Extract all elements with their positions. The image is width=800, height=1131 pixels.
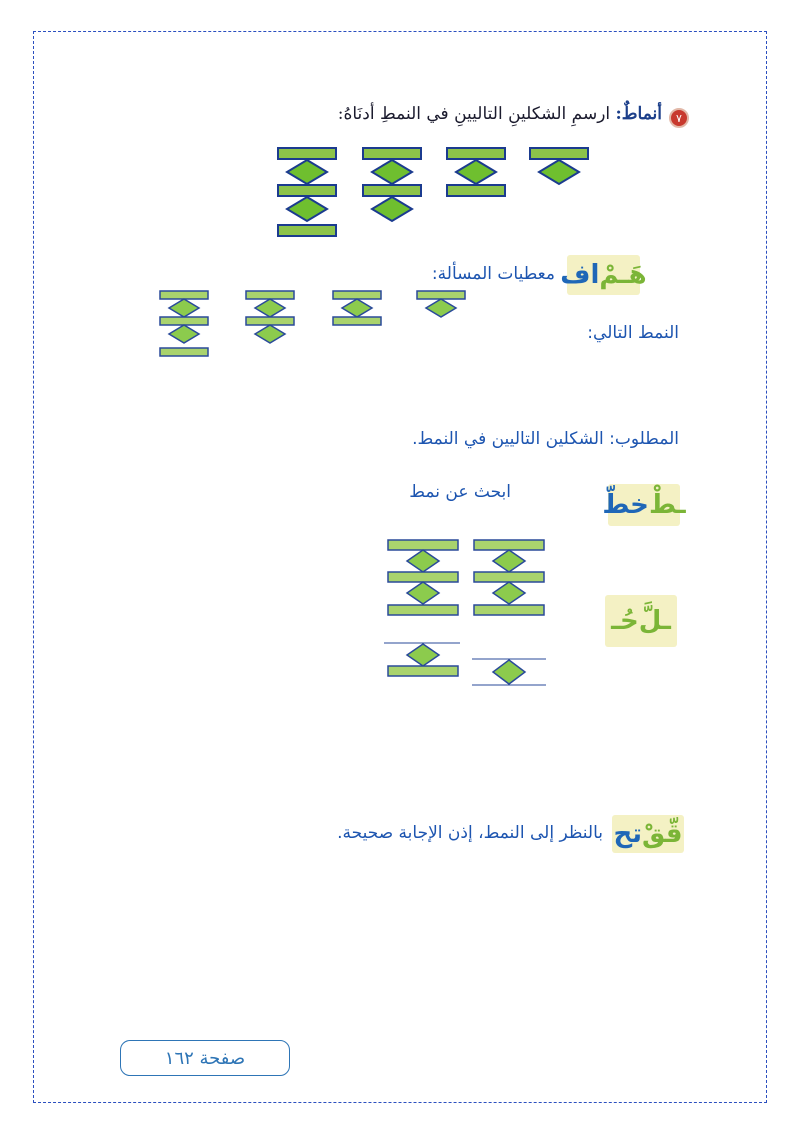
check-text: بالنظر إلى النمط، إذن الإجابة صحيحة. xyxy=(337,823,603,843)
given-shape-2 xyxy=(333,291,381,325)
given-pattern-figure xyxy=(150,286,480,366)
given-shape-3 xyxy=(246,291,294,343)
pattern-text: النمط التالي: xyxy=(587,323,679,343)
question-number-badge xyxy=(669,108,689,128)
solve-tag-part1: حُـ xyxy=(611,606,639,636)
plan-tag-part2: ـطْ xyxy=(648,490,686,520)
given-shape-1 xyxy=(417,291,465,317)
pattern-shape-1 xyxy=(530,148,588,184)
given-shape-4 xyxy=(160,291,208,356)
plan-tag-part1: خطّ xyxy=(602,490,649,520)
solve-tag-part2: ـلَّ xyxy=(638,606,671,636)
pattern-shape-2 xyxy=(447,148,505,196)
check-tag-part1: تح xyxy=(613,819,643,849)
solution-shape-6 xyxy=(384,540,460,676)
pattern-shape-3 xyxy=(363,148,421,221)
page-number-box xyxy=(120,1040,290,1076)
page-number-label: صفحة ١٦٢ xyxy=(164,1047,246,1069)
strategy-text: ابحث عن نمط xyxy=(409,482,511,502)
required-text: المطلوب: الشكلين التاليين في النمط. xyxy=(412,429,679,449)
check-tag-part2: قّقْ xyxy=(642,819,683,849)
pattern-shape-4 xyxy=(278,148,336,236)
main-pattern-figure xyxy=(270,145,600,245)
question-text: ارسمِ الشكلينِ التاليينِ في النمطِ أدنَاهُ: xyxy=(337,104,611,124)
question-label: أنماطٌ: xyxy=(615,104,662,124)
plan-tag xyxy=(602,484,686,526)
understand-tag-part1: اف xyxy=(560,260,600,290)
check-tag xyxy=(612,815,684,853)
solution-shape-5 xyxy=(472,540,546,685)
understand-tag-part2: هَـمْ xyxy=(599,260,647,290)
question-line xyxy=(338,104,662,124)
given-label: معطيات المسألة: xyxy=(431,264,555,284)
solve-tag xyxy=(605,595,677,647)
solution-figure xyxy=(380,535,550,695)
understand-tag xyxy=(560,255,647,295)
question-number: ٧ xyxy=(676,111,682,125)
